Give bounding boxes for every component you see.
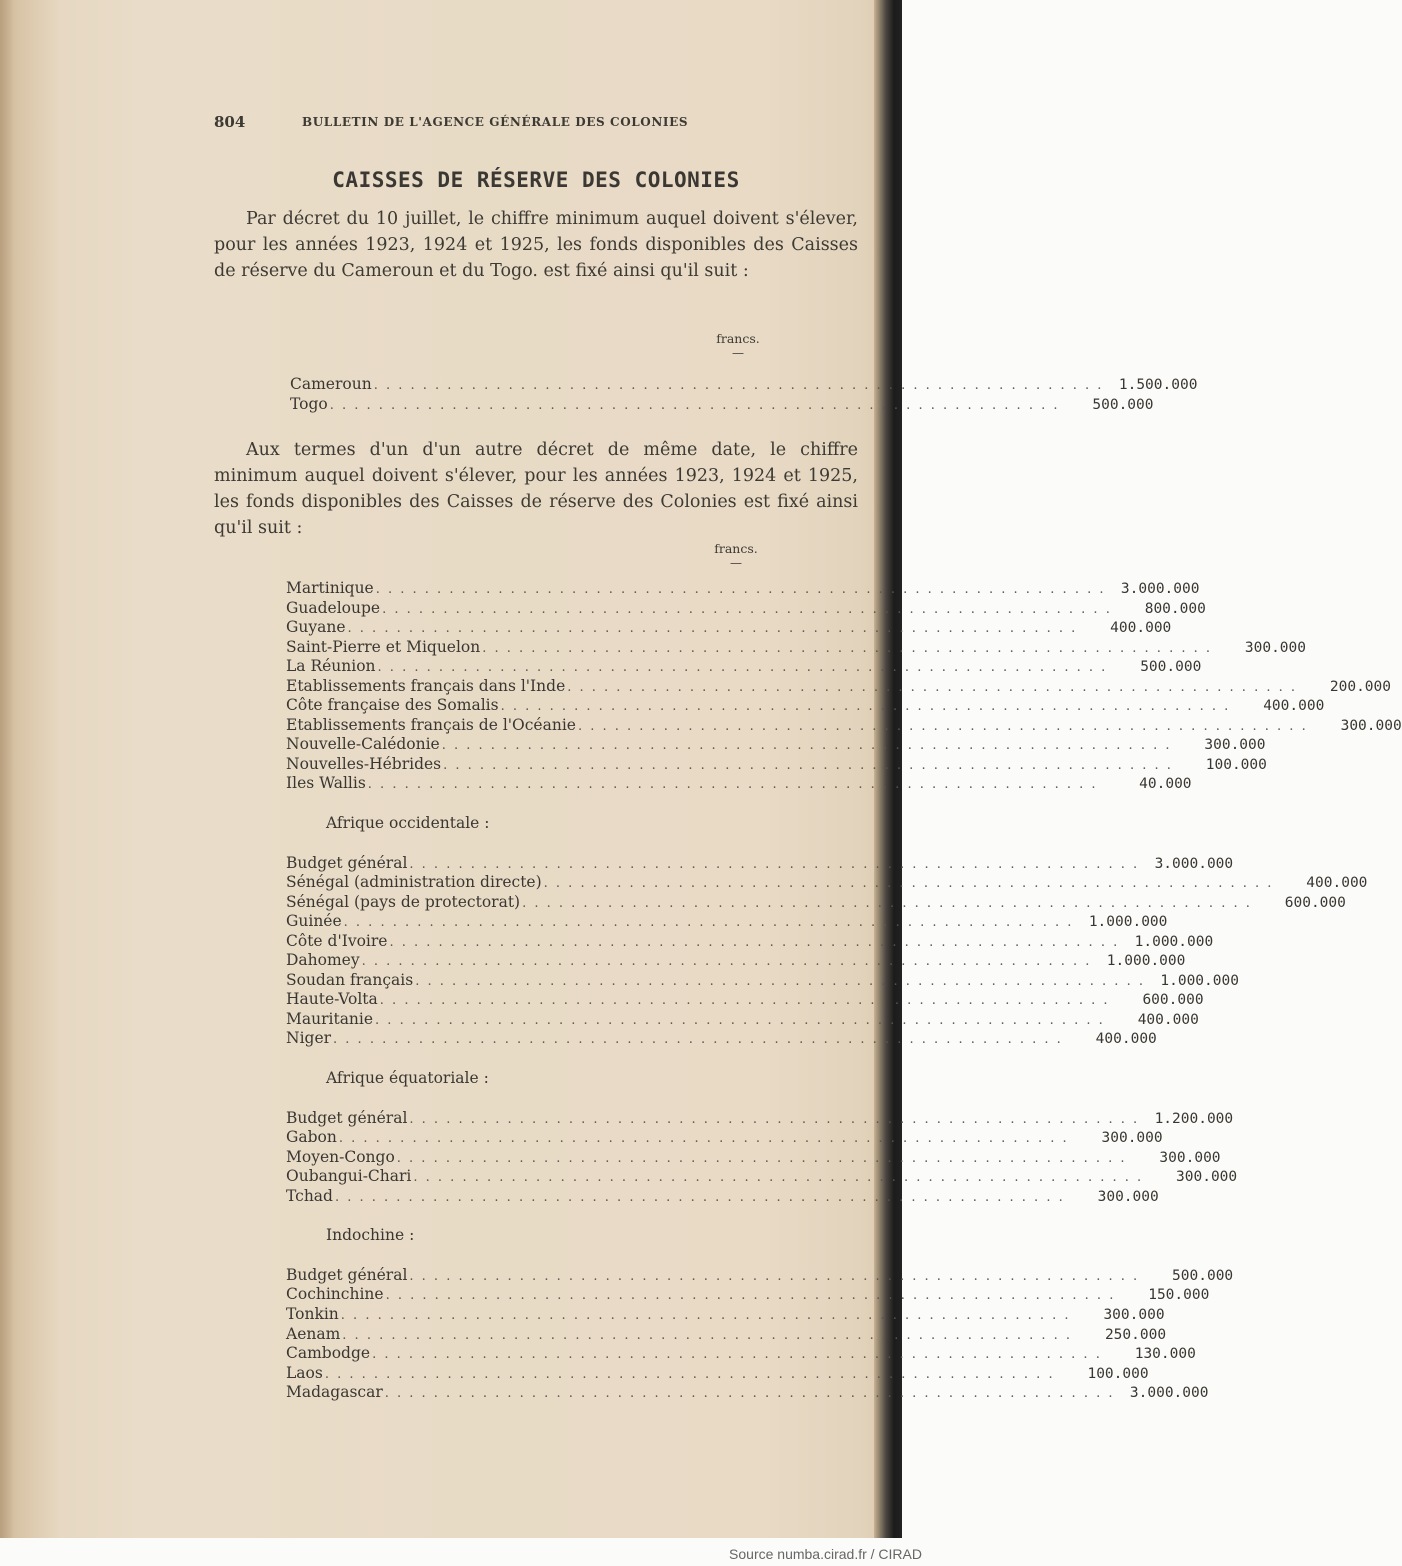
row-value: 1.000.000 [1106,953,1186,970]
row-label: Budget général [286,1108,408,1127]
table-row [286,1167,1238,1187]
unit-dash: — [730,556,742,570]
table-row [286,1304,1165,1325]
dot-leader: . . . . . . . . . . . . . . . . . . . . . . . . . . . . . . . . . . . . . . . . . . . . . . . . . . . . . . . . . . . . [413,1170,1144,1186]
page-binding-shadow [0,0,14,1538]
row-value: 400.000 [1263,698,1325,715]
row-value: 3.000.000 [1120,581,1200,597]
row-value: 300.000 [1340,717,1402,734]
row-value: 400.000 [1306,875,1368,892]
dot-leader: . . . . . . . . . . . . . . . . . . . . . . . . . . . . . . . . . . . . . . . . . . . . . . . . . . . . . . . . . . . . [382,601,1112,617]
table-row [286,696,1325,716]
section-heading: Afrique occidentale : [326,814,490,833]
row-label: Cambodge [286,1344,371,1363]
table-row [286,1324,1167,1345]
dot-leader: . . . . . . . . . . . . . . . . . . . . . . . . . . . . . . . . . . . . . . . . . . . . . . . . . . . . . . . . . . . . [543,876,1274,892]
table-row [286,657,1202,677]
table-row [286,1147,1221,1168]
table-row [286,1344,1196,1364]
row-label: Etablissements français de l'Océanie [286,715,576,734]
dot-leader: . . . . . . . . . . . . . . . . . . . . . . . . . . . . . . . . . . . . . . . . . . . . . . . . . . . . . . . . . . . . [409,856,1140,872]
table-row [286,1009,1199,1030]
table-row [286,1029,1157,1049]
row-value: 300.000 [1176,1169,1238,1186]
row-label: Oubangui-Chari [286,1167,412,1186]
dot-leader: . . . . . . . . . . . . . . . . . . . . . . . . . . . . . . . . . . . . . . . . . . . . . . . . . . . . . . . . . . . . [361,954,1092,970]
row-value: 100.000 [1087,1365,1149,1382]
row-value: 500.000 [1092,396,1154,413]
row-value: 40.000 [1139,776,1192,793]
row-label: Martinique [286,579,374,597]
table-row [286,1108,1234,1129]
dot-leader: . . . . . . . . . . . . . . . . . . . . . . . . . . . . . . . . . . . . . . . . . . . . . . . . . . . . . . . . . . . . [324,1366,1055,1382]
dot-leader: . . . . . . . . . . . . . . . . . . . . . . . . . . . . . . . . . . . . . . . . . . . . . . . . . . . . . . . . . . . . [500,699,1231,715]
dot-leader: . . . . . . . . . . . . . . . . . . . . . . . . . . . . . . . . . . . . . . . . . . . . . . . . . . . . . . . . . . . . [338,1131,1069,1147]
table-row [286,1186,1159,1207]
row-value: 400.000 [1095,1031,1157,1048]
row-value: 300.000 [1101,1130,1163,1147]
unit-label-text: francs. [714,541,758,556]
dot-leader: . . . . . . . . . . . . . . . . . . . . . . . . . . . . . . . . . . . . . . . . . . . . . . . . . . . . . . . . . . . . [482,640,1212,656]
table-row [286,853,1234,874]
table-row [286,676,1391,697]
table-row [286,774,1192,794]
section-heading: Afrique équatoriale : [326,1069,489,1088]
dot-leader: . . . . . . . . . . . . . . . . . . . . . . . . . . . . . . . . . . . . . . . . . . . . . . . . . . . . . . . . . . . . [373,378,1104,393]
row-label: Guinée [286,912,342,931]
spacer [286,834,780,854]
page-number: 804 [214,113,246,131]
row-label: Laos [286,1363,323,1382]
row-value: 300.000 [1103,1306,1165,1323]
row-label: Budget général [286,1265,408,1284]
row-value: 1.500.000 [1118,377,1198,393]
table-row [286,931,1214,952]
row-label: Aenam [286,1324,341,1343]
row-label: Côte française des Somalis [286,696,499,715]
row-value: 300.000 [1204,737,1266,754]
row-label: Soudan français [286,970,414,989]
row-value: 600.000 [1284,894,1346,911]
spacer [286,794,780,814]
row-value: 1.000.000 [1160,972,1239,989]
dot-leader: . . . . . . . . . . . . . . . . . . . . . . . . . . . . . . . . . . . . . . . . . . . . . . . . . . . . . . . . . . . . [385,1288,1116,1304]
paragraph-2: Aux termes d'un d'un autre décret de même date, le chiffre minimum auquel doivent s'élever, pour les années 1923, 1924 et 1925, les fonds disponibles des Caisses de réserve des Colonies est fixé ainsi qu'il suit : [214,440,858,538]
row-label: Niger [286,1029,332,1048]
row-value: 300.000 [1097,1188,1159,1205]
dot-leader: . . . . . . . . . . . . . . . . . . . . . . . . . . . . . . . . . . . . . . . . . . . . . . . . . . . . . . . . . . . . [367,777,1098,793]
row-value: 200.000 [1329,678,1391,695]
row-value: 1.000.000 [1088,914,1168,931]
row-value: 800.000 [1144,600,1206,617]
row-value: 3.000.000 [1129,1385,1209,1402]
row-value: 130.000 [1134,1346,1196,1363]
dot-leader: . . . . . . . . . . . . . . . . . . . . . . . . . . . . . . . . . . . . . . . . . . . . . . . . . . . . . . . . . . . . [577,718,1308,734]
table-row [286,735,1266,755]
row-label: Nouvelles-Hébrides [286,754,442,773]
dot-leader: . . . . . . . . . . . . . . . . . . . . . . . . . . . . . . . . . . . . . . . . . . . . . . . . . . . . . . . . . . . . [329,397,1060,413]
section-heading: Indochine : [326,1226,415,1245]
table-row [286,579,1200,599]
row-label: Togo [290,394,328,413]
spacer [286,1089,780,1109]
table-row [286,990,1204,1010]
row-value: 500.000 [1172,1267,1234,1284]
table-row [286,970,1239,991]
dot-leader: . . . . . . . . . . . . . . . . . . . . . . . . . . . . . . . . . . . . . . . . . . . . . . . . . . . . . . . . . . . . [389,934,1120,950]
row-label: Cochinchine [286,1285,384,1304]
table-row [286,754,1267,775]
dot-leader: . . . . . . . . . . . . . . . . . . . . . . . . . . . . . . . . . . . . . . . . . . . . . . . . . . . . . . . . . . . . [342,1327,1073,1343]
dot-leader: . . . . . . . . . . . . . . . . . . . . . . . . . . . . . . . . . . . . . . . . . . . . . . . . . . . . . . . . . . . . [379,993,1110,1009]
spacer [286,1049,780,1069]
row-value: 100.000 [1205,756,1267,773]
row-label: Madagascar [286,1383,383,1402]
row-value: 300.000 [1159,1149,1221,1166]
row-label: Guyane [286,618,346,637]
row-label: Dahomey [286,951,360,970]
dot-leader: . . . . . . . . . . . . . . . . . . . . . . . . . . . . . . . . . . . . . . . . . . . . . . . . . . . . . . . . . . . . [333,1032,1063,1048]
table-row [286,598,1206,619]
table-row [286,618,1172,638]
table-row [286,1363,1149,1384]
dot-leader: . . . . . . . . . . . . . . . . . . . . . . . . . . . . . . . . . . . . . . . . . . . . . . . . . . . . . . . . . . . . [396,1150,1127,1166]
row-label: Mauritanie [286,1009,374,1028]
article-title: CAISSES DE RÉSERVE DES COLONIES [332,168,740,192]
row-label: Sénégal (administration directe) [286,873,542,892]
row-label: Cameroun [290,375,372,393]
row-label: Budget général [286,853,408,872]
row-value: 1.000.000 [1134,933,1214,950]
row-label: Tchad [286,1186,333,1205]
table-row [286,912,1168,932]
dot-leader: . . . . . . . . . . . . . . . . . . . . . . . . . . . . . . . . . . . . . . . . . . . . . . . . . . . . . . . . . . . . [409,1111,1140,1127]
unit-dash: — [732,346,744,360]
row-label: Tonkin [286,1304,339,1323]
dot-leader: . . . . . . . . . . . . . . . . . . . . . . . . . . . . . . . . . . . . . . . . . . . . . . . . . . . . . . . . . . . . [409,1268,1140,1284]
row-value: 300.000 [1244,639,1306,656]
dot-leader: . . . . . . . . . . . . . . . . . . . . . . . . . . . . . . . . . . . . . . . . . . . . . . . . . . . . . . . . . . . . [347,621,1078,637]
row-label: Gabon [286,1128,337,1147]
dot-leader: . . . . . . . . . . . . . . . . . . . . . . . . . . . . . . . . . . . . . . . . . . . . . . . . . . . . . . . . . . . . [443,757,1173,773]
unit-label-1 [708,331,768,358]
table-row [290,394,1154,415]
row-label: Côte d'Ivoire [286,931,388,950]
row-label: Nouvelle-Calédonie [286,735,440,754]
table-row [290,375,1198,395]
dot-leader: . . . . . . . . . . . . . . . . . . . . . . . . . . . . . . . . . . . . . . . . . . . . . . . . . . . . . . . . . . . . [415,973,1145,989]
table-row [286,873,1368,893]
spacer [286,1246,780,1266]
dot-leader: . . . . . . . . . . . . . . . . . . . . . . . . . . . . . . . . . . . . . . . . . . . . . . . . . . . . . . . . . . . . [567,679,1297,695]
dot-leader: . . . . . . . . . . . . . . . . . . . . . . . . . . . . . . . . . . . . . . . . . . . . . . . . . . . . . . . . . . . . [372,1347,1102,1363]
row-value: 400.000 [1137,1011,1199,1028]
row-label: Sénégal (pays de protectorat) [286,892,521,911]
row-value: 150.000 [1148,1287,1210,1304]
row-label: Iles Wallis [286,774,366,793]
row-label: La Réunion [286,657,376,676]
dot-leader: . . . . . . . . . . . . . . . . . . . . . . . . . . . . . . . . . . . . . . . . . . . . . . . . . . . . . . . . . . . . [375,1012,1105,1028]
row-label: Guadeloupe [286,598,381,617]
row-value: 600.000 [1142,992,1204,1009]
row-value: 1.200.000 [1154,1110,1234,1127]
dot-leader: . . . . . . . . . . . . . . . . . . . . . . . . . . . . . . . . . . . . . . . . . . . . . . . . . . . . . . . . . . . . [340,1307,1071,1323]
table-row [286,637,1306,658]
reserve-table-1 [290,375,1198,414]
table-row [286,1265,1234,1286]
dot-leader: . . . . . . . . . . . . . . . . . . . . . . . . . . . . . . . . . . . . . . . . . . . . . . . . . . . . . . . . . . . . [522,895,1252,911]
row-value: 400.000 [1110,620,1172,637]
unit-label-2 [706,541,766,568]
dot-leader: . . . . . . . . . . . . . . . . . . . . . . . . . . . . . . . . . . . . . . . . . . . . . . . . . . . . . . . . . . . . [343,915,1074,931]
table-row [286,1285,1210,1305]
running-title: BULLETIN DE L'AGENCE GÉNÉRALE DES COLONIES [302,115,689,129]
table-row [286,951,1186,971]
paragraph-1: Par décret du 10 juillet, le chiffre minimum auquel doivent s'élever, pour les années 1923, 1924 et 1925, les fonds disponibles des Caisses de réserve du Cameroun et du Togo. est fixé ainsi qu'il suit : [214,209,858,281]
dot-leader: . . . . . . . . . . . . . . . . . . . . . . . . . . . . . . . . . . . . . . . . . . . . . . . . . . . . . . . . . . . . [375,582,1106,597]
spacer [286,1206,780,1226]
table-row [286,715,1402,736]
row-label: Moyen-Congo [286,1147,395,1166]
dot-leader: . . . . . . . . . . . . . . . . . . . . . . . . . . . . . . . . . . . . . . . . . . . . . . . . . . . . . . . . . . . . [377,660,1108,676]
row-value: 500.000 [1140,659,1202,676]
row-value: 3.000.000 [1154,855,1234,872]
row-label: Etablissements français dans l'Inde [286,676,566,695]
dot-leader: . . . . . . . . . . . . . . . . . . . . . . . . . . . . . . . . . . . . . . . . . . . . . . . . . . . . . . . . . . . . [334,1189,1065,1205]
reserve-table-2 [286,579,1402,1403]
table-row [286,1128,1163,1148]
row-label: Saint-Pierre et Miquelon [286,637,481,656]
table-row [286,1383,1209,1403]
source-credit: Source numba.cirad.fr / CIRAD [729,1546,922,1562]
row-label: Haute-Volta [286,990,378,1009]
row-value: 250.000 [1104,1326,1167,1343]
unit-label-text: francs. [716,331,760,346]
table-row [286,892,1346,913]
dot-leader: . . . . . . . . . . . . . . . . . . . . . . . . . . . . . . . . . . . . . . . . . . . . . . . . . . . . . . . . . . . . [384,1386,1115,1402]
dot-leader: . . . . . . . . . . . . . . . . . . . . . . . . . . . . . . . . . . . . . . . . . . . . . . . . . . . . . . . . . . . . [441,738,1172,754]
